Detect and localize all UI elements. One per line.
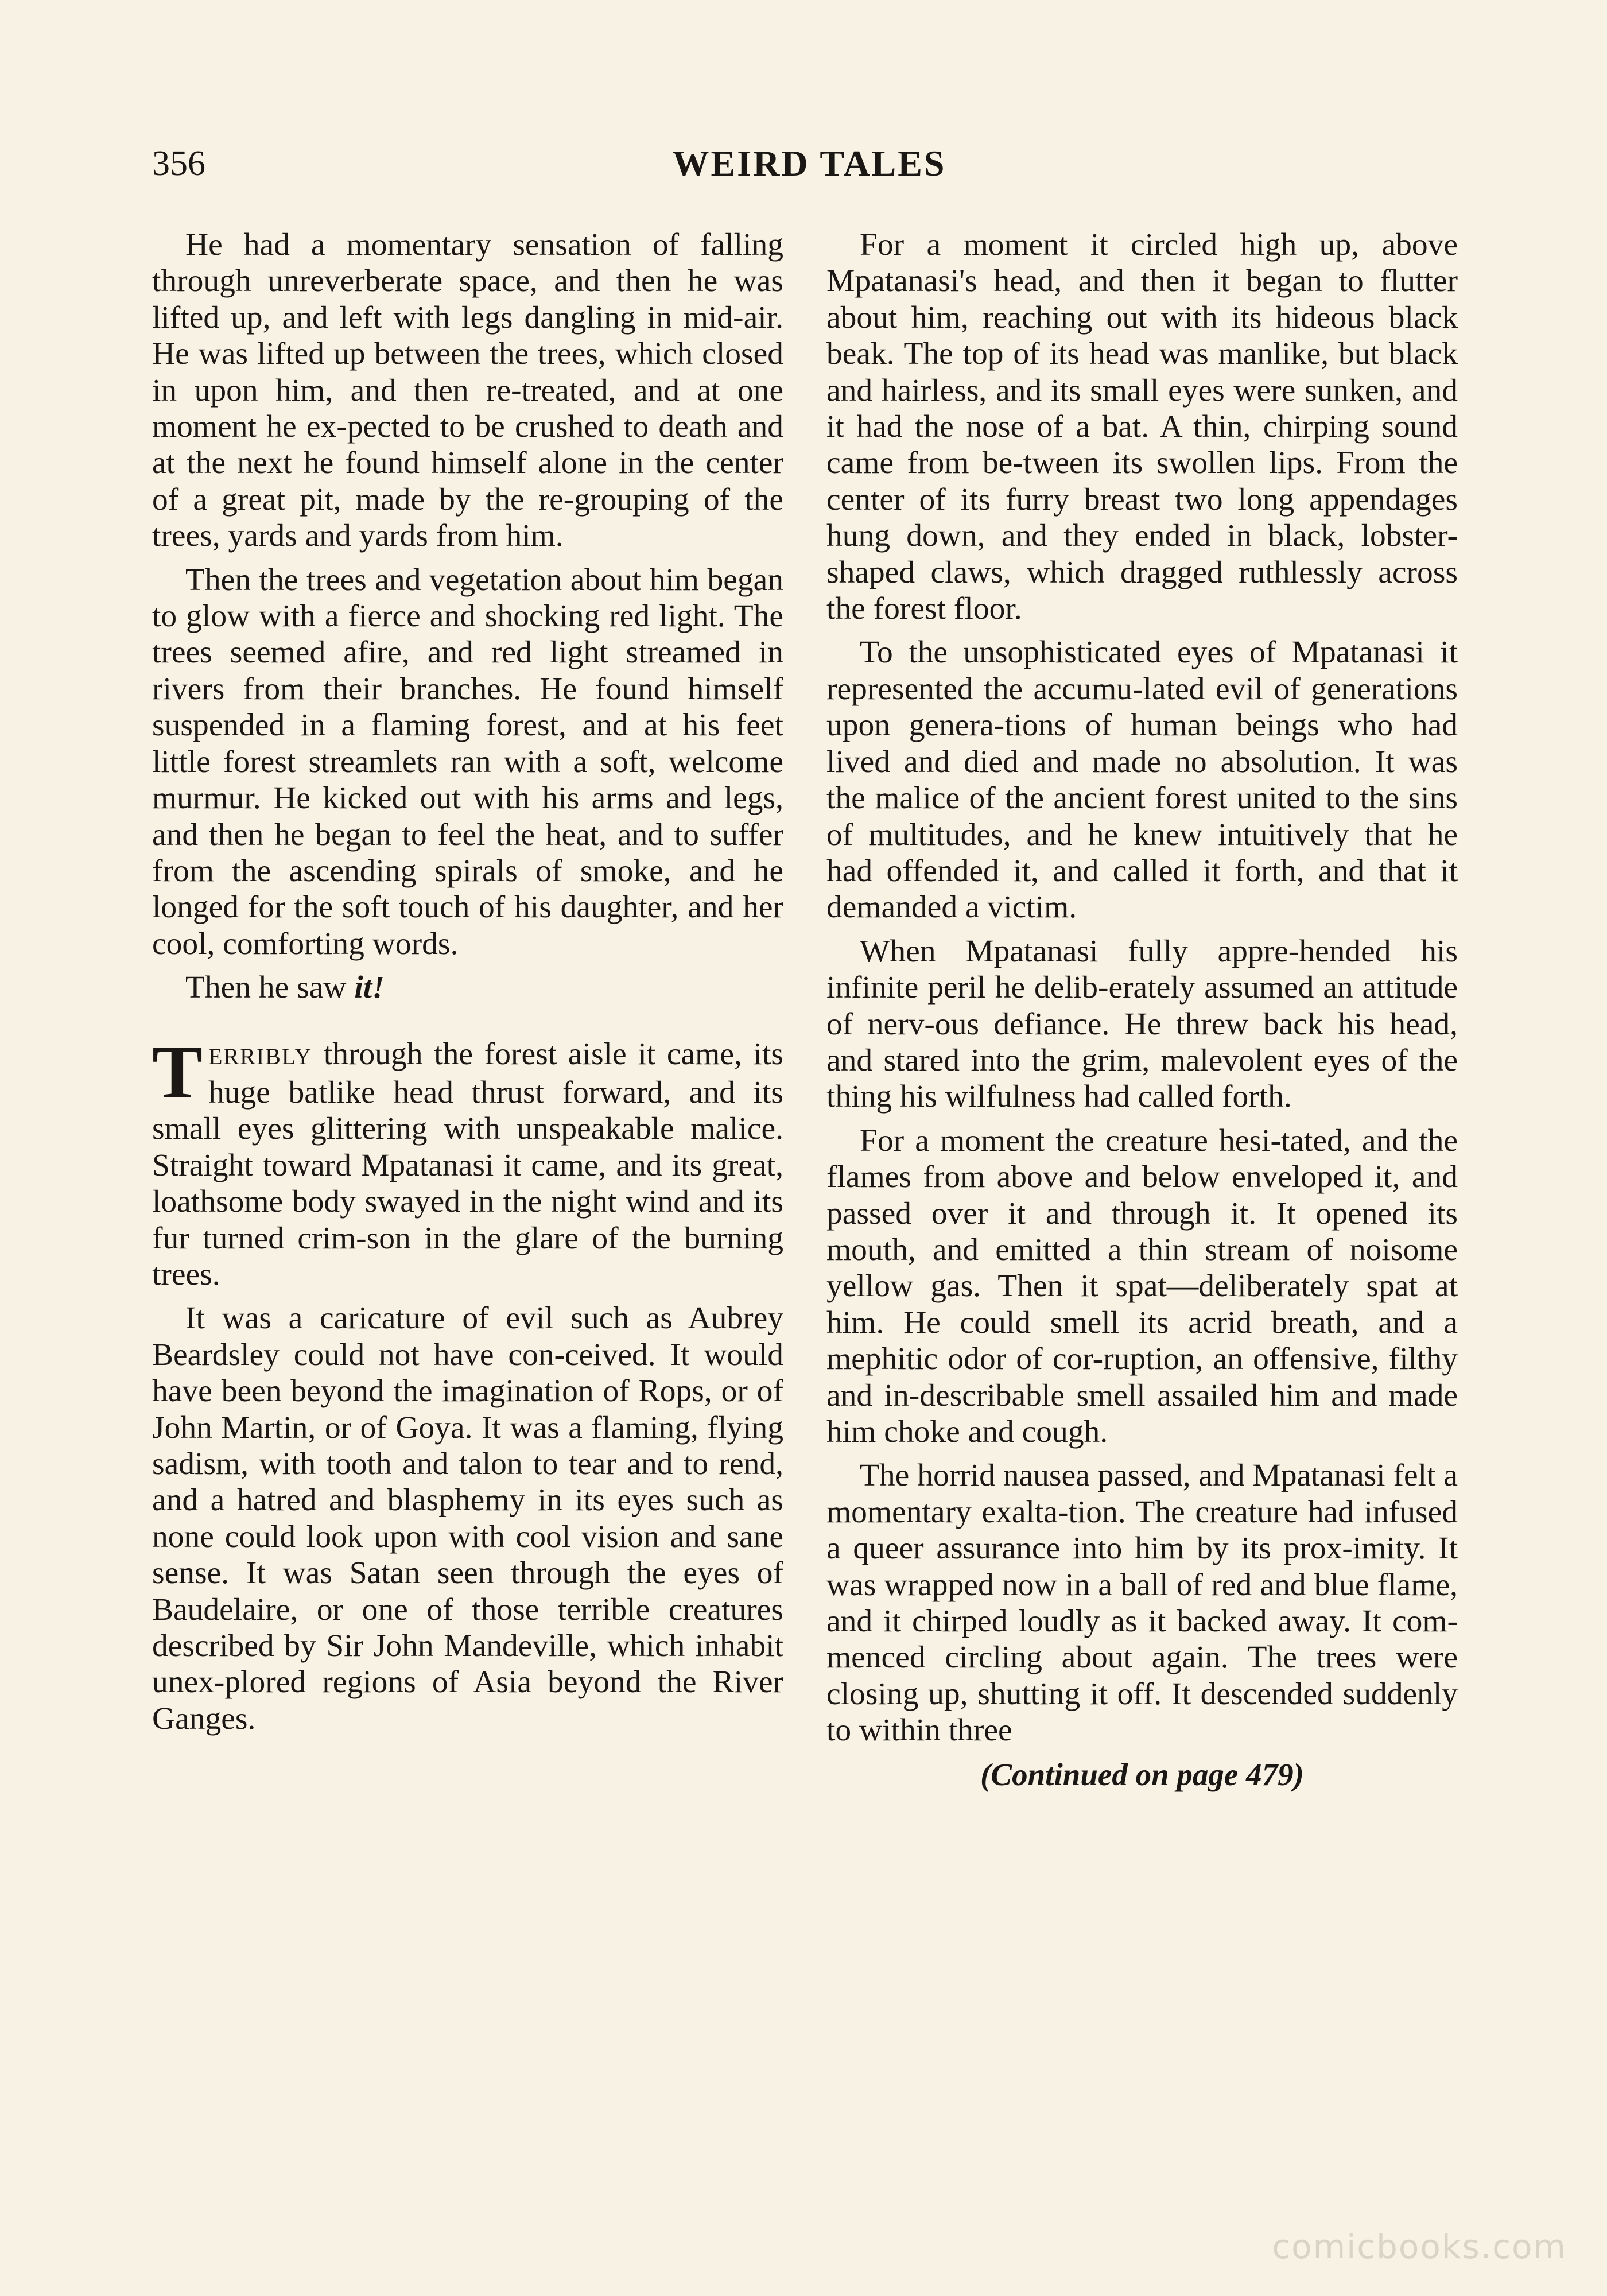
paragraph: He had a momentary sensation of falling through unreverberate space, and then he was lifted up, and left with legs dangling in mid-air. He was lifted up between the trees, which closed in upon him, and then re-treated, and at one moment he ex-pected to be crushed to death and at the next he found himself alone in the center of a great pit, made by the re-grouping of the trees, yards and yards from him.: [152, 227, 783, 554]
page-number: 356: [152, 144, 205, 183]
paragraph: For a moment it circled high up, above Mpatanasi's head, and then it began to flutter about him, reaching out with its hideous black beak. The top of its head was manlike, but black and hairless, and its small eyes were sunken, and it had the nose of a bat. A thin, chirping sound came from be-tween its swollen lips. From the center of its furry breast two long appendages hung down, and they ended in black, lobster-shaped claws, which dragged ruthlessly across the forest floor.: [826, 227, 1458, 627]
paragraph: It was a caricature of evil such as Aubrey Beardsley could not have con-ceived. It would have been beyond the imagination of Rops, or of John Martin, or of Goya. It was a flaming, flying sadism, with tooth and talon to tear and to rend, and a hatred and blasphemy in its eyes such as none could look upon with cool vision and sane sense. It was Satan seen through the eyes of Baudelaire, or one of those terrible creatures described by Sir John Mandeville, which inhabit unex-plored regions of Asia beyond the River Ganges.: [152, 1301, 783, 1736]
paragraph: When Mpatanasi fully appre-hended his infinite peril he delib-erately assumed an attitude of nerv-ous defiance. He threw back his head, and stared into the grim, malevolent eyes of the thing his wilfulness had called forth.: [826, 933, 1458, 1115]
page-header: [152, 138, 1466, 189]
small-caps-word: ERRIBLY: [208, 1043, 313, 1069]
paragraph-lead: Then he saw: [185, 970, 355, 1006]
paragraph: Then the trees and vegetation about him began to glow with a fierce and shocking red light. The trees seemed afire, and red light streamed in rivers from their branches. He found himself suspended in a flaming forest, and at his feet little forest streamlets ran with a soft, welcome murmur. He kicked out with his arms and legs, and then he began to feel the heat, and to suffer from the ascending spirals of smoke, and he longed for the soft touch of his daughter, and her cool, comforting words.: [152, 562, 783, 961]
right-column: [826, 227, 1458, 1793]
emphasized-it: it!: [354, 970, 385, 1006]
watermark: comicbooks.com: [1272, 2227, 1567, 2266]
continued-notice: (Continued on page 479): [980, 1756, 1304, 1792]
section-opening-paragraph: [152, 1029, 783, 1293]
paragraph: For a moment the creature hesi-tated, and the flames from above and below enveloped it, and passed over it and through it. It opened its mouth, and emitted a thin stream of noisome yellow gas. Then it spat—deliberately spat at him. He could smell its acrid breath, and a mephitic odor of cor-ruption, an offensive, filthy and in-describable smell assailed him and made him choke and cough.: [826, 1123, 1458, 1449]
left-column: [152, 227, 783, 1744]
paragraph: [152, 969, 783, 1006]
drop-cap: T: [152, 1029, 203, 1114]
running-title: WEIRD TALES: [672, 143, 946, 184]
paragraph-text: through the forest aisle it came, its huge batlike head thrust forward, and its small eyes glittering with unspeakable malice. Straight toward Mpatanasi it came, and its great, loathsome body swayed in the night wind and its fur turned crim-son in the glare of the burning trees.: [152, 1036, 783, 1292]
paragraph: The horrid nausea passed, and Mpatanasi felt a momentary exalta-tion. The creature had infused a queer assurance into him by its prox-imity. It was wrapped now in a ball of red and blue flame, and it chirped loudly as it backed away. It com-menced circling about again. The trees were closing up, shutting it off. It descended suddenly to within three: [826, 1458, 1458, 1748]
paragraph: To the unsophisticated eyes of Mpatanasi it represented the accumu-lated evil of generations upon genera-tions of human beings who had lived and died and made no absolution. It was the malice of the ancient forest united to the sins of multitudes, and he knew intuitively that he had offended it, and called it forth, and that it demanded a victim.: [826, 635, 1458, 925]
